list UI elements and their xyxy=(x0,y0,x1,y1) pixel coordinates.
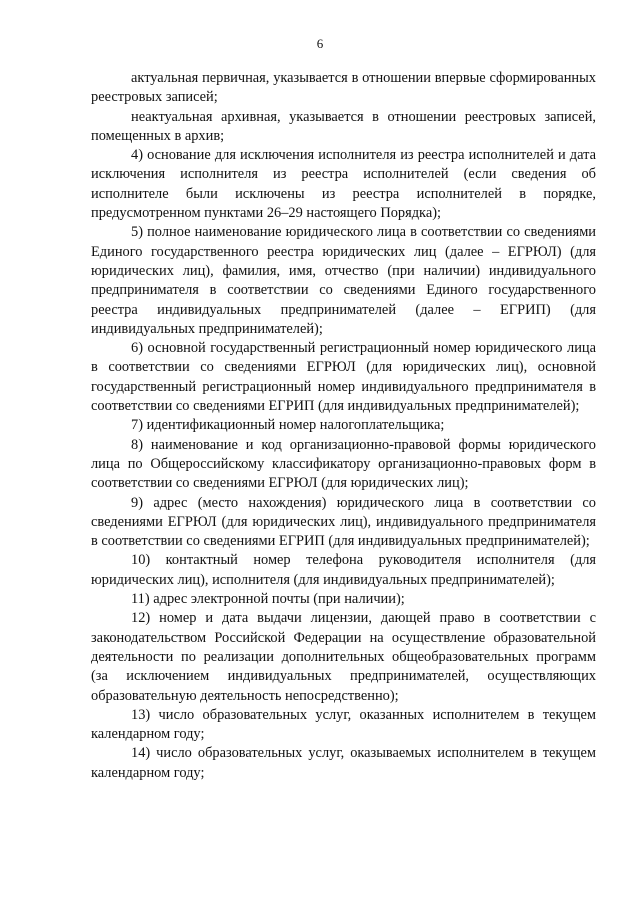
paragraph-item-14: 14) число образовательных услуг, оказываемых исполнителем в текущем календарном году; xyxy=(91,745,596,781)
document-body xyxy=(91,69,596,783)
paragraph-item-12: 12) номер и дата выдачи лицензии, дающей право в соответствии с законодательством Российской Федерации на осуществление образовательной деятельности по реализации дополнительных общеобразовательных программ (за исключением индивидуальных предпринимателей, осуществляющих образовательную деятельность непосредственно); xyxy=(91,610,596,704)
paragraph-status-actual: актуальная первичная, указывается в отношении впервые сформированных реестровых записей; xyxy=(91,70,596,106)
paragraph-item-9: 9) адрес (место нахождения) юридического лица в соответствии со сведениями ЕГРЮЛ (для юридических лиц), индивидуального предпринимателя в соответствии со сведениями ЕГРИП (для индивидуальных предпринимателей); xyxy=(91,494,596,550)
page-number: 6 xyxy=(316,36,324,51)
paragraph-item-8: 8) наименование и код организационно-правовой формы юридического лица по Общероссийскому классификатору организационно-правовых форм в соответствии со сведениями ЕГРЮЛ (для юридических лиц); xyxy=(91,436,596,492)
paragraph-item-4: 4) основание для исключения исполнителя из реестра исполнителей и дата исключения исполнителя из реестра исполнителей (если сведения об исполнителе были исключены из реестра исполнителей в порядке, предусмотренном пунктами 26–29 настоящего Порядка); xyxy=(91,147,596,222)
paragraph-item-6: 6) основной государственный регистрационный номер юридического лица в соответствии со сведениями ЕГРЮЛ (для юридических лиц), основной государственный регистрационный номер индивидуального предпринимателя в соответствии со сведениями ЕГРИП (для индивидуальных предпринимателей); xyxy=(91,340,596,415)
paragraph-item-7: 7) идентификационный номер налогоплательщика; xyxy=(131,417,445,434)
paragraph-item-5: 5) полное наименование юридического лица в соответствии со сведениями Единого государственного реестра юридических лиц (далее – ЕГРЮЛ) (для юридических лиц), фамилия, имя, отчество (при наличии) индивидуального предпринимателя в соответствии со сведениями Единого государственного реестра индивидуальных предпринимателей (далее – ЕГРИП) (для индивидуальных предпринимателей); xyxy=(91,224,596,337)
paragraph-item-13: 13) число образовательных услуг, оказанных исполнителем в текущем календарном году; xyxy=(91,706,596,743)
paragraph-status-archived: неактуальная архивная, указывается в отношении реестровых записей, помещенных в архив; xyxy=(91,108,596,144)
paragraph-item-10: 10) контактный номер телефона руководителя исполнителя (для юридических лиц), исполнителя (для индивидуальных предпринимателей); xyxy=(91,552,596,588)
paragraph-item-11: 11) адрес электронной почты (при наличии); xyxy=(131,591,405,608)
